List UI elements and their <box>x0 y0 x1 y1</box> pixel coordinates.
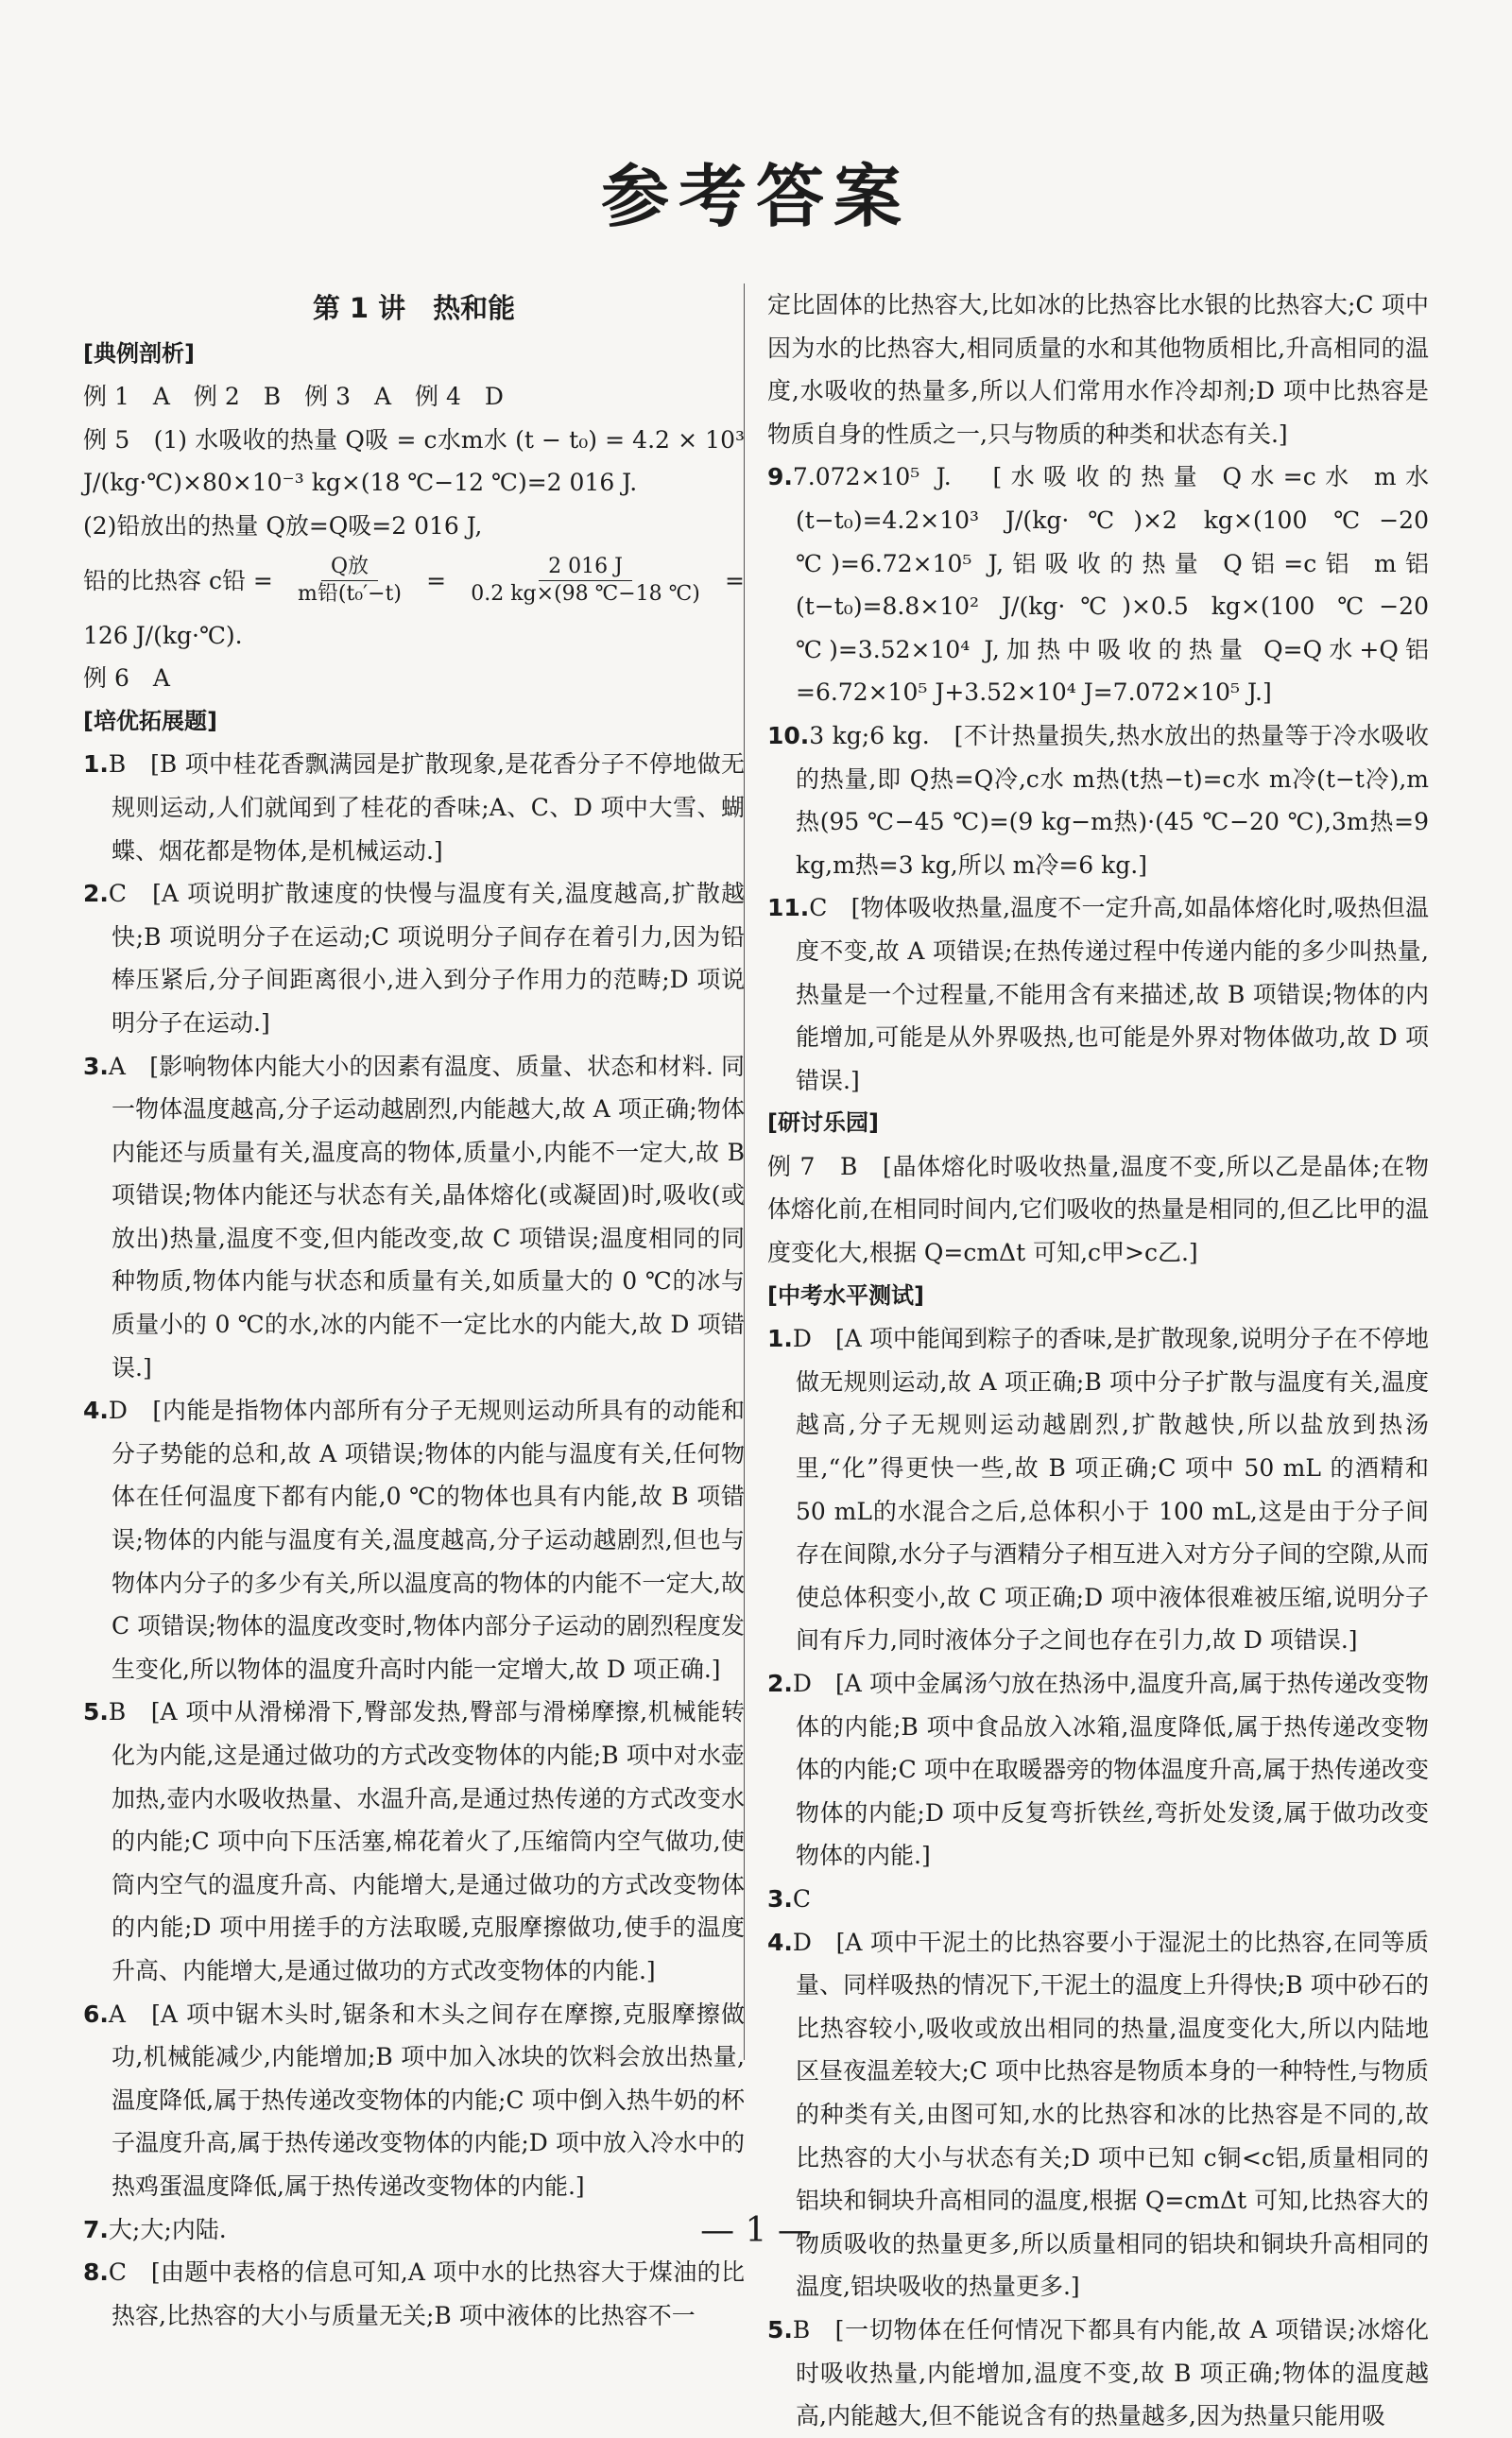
answer-number: 11. <box>767 894 810 922</box>
answer-item <box>767 2309 1429 2438</box>
example5-d: 126 J/(kg·℃). <box>83 621 243 649</box>
answer-number: 5. <box>83 1698 109 1726</box>
page-number: — 1 — <box>700 2211 812 2250</box>
answer-item <box>767 886 1429 1102</box>
answer-text: A [影响物体内能大小的因素有温度、质量、状态和材料. 同一物体温度越高,分子运动越剧烈,内能越大,故 A 项正确;物体内能还与质量有关,温度高的物体,质量小,内能不一定大,故 B 项错误;物体内能还与状态有关,晶体熔化(或凝固)时,吸收(或放出)热量,温度不变,但内能改变,故 C 项错误;温度相同的同种物质,物体内能与状态和质量有关,如质量大的 0 ℃的冰与质量小的 0 ℃的水,冰的内能不一定比水的内能大,故 D 项错误.] <box>108 1052 745 1382</box>
answer-item <box>83 1389 745 1691</box>
fraction-1-denominator: m铅(t₀′−t) <box>298 582 402 607</box>
answer-number: 2. <box>83 880 109 908</box>
answer-number: 2. <box>767 1670 793 1697</box>
fraction-2-numerator: 2 016 J <box>539 554 632 581</box>
answer-text: B [一切物体在任何情况下都具有内能,故 A 项错误;冰熔化时吸收热量,内能增加,温度不变,故 B 项正确;物体的温度越高,内能越大,但不能说含有的热量越多,因为热量只能用吸 <box>792 2315 1429 2430</box>
answer-text: C [A 项说明扩散速度的快慢与温度有关,温度越高,扩散越快;B 项说明分子在运动;C 项说明分子间存在着引力,因为铅棒压紧后,分子间距离很小,进入到分子作用力的范畴;D 项说明分子在运动.] <box>108 880 745 1037</box>
fraction-2 <box>461 554 710 608</box>
answer-item <box>83 743 745 872</box>
answer-number: 3. <box>83 1052 109 1080</box>
right-column <box>767 283 1429 2438</box>
example5-formula-pre: 铅的比热容 c铅 = <box>83 566 273 594</box>
answer-number: 10. <box>767 721 810 749</box>
example6: 例 6 A <box>83 664 170 693</box>
section-research: [研讨乐园] <box>767 1109 879 1137</box>
answer-item <box>767 1317 1429 1662</box>
answer-text: 7.072×10⁵ J. [水吸收的热量 Q水=c水 m水(t−t₀)=4.2×10³ J/(kg·℃)×2 kg×(100 ℃−20 ℃)=6.72×10⁵ J,铝吸收的热量 Q铝=c铝 m铝(t−t₀)=8.8×10² J/(kg·℃)×0.5 kg×(100 ℃−20 ℃)=3.52×10⁴ J,加热中吸收的热量 Q=Q水+Q铝=6.72×10⁵ J+3.52×10⁴ J=7.072×10⁵ J.] <box>792 463 1429 707</box>
answer-text: C <box>792 1884 812 1913</box>
example5-b: (2)铅放出的热量 Q放=Q吸=2 016 J, <box>83 511 483 540</box>
equals-sign-2: = <box>725 566 745 594</box>
answer-item <box>767 1662 1429 1878</box>
answer-number: 6. <box>83 2000 109 2028</box>
section-typical: [典例剖析] <box>83 339 195 367</box>
section-exam: [中考水平测试] <box>767 1281 924 1309</box>
answer-text: 大;大;内陆. <box>108 2215 227 2243</box>
answer-text: D [A 项中金属汤勺放在热汤中,温度升高,属于热传递改变物体的内能;B 项中食品放入冰箱,温度降低,属于热传递改变物体的内能;C 项中在取暖器旁的物体温度升高,属于热传递改变物体的内能;D 项中反复弯折铁丝,弯折处发烫,属于做功改变物体的内能.] <box>792 1670 1429 1870</box>
answer-text: C [物体吸收热量,温度不一定升高,如晶体熔化时,吸热但温度不变,故 A 项错误;在热传递过程中传递内能的多少叫热量,热量是一个过程量,不能用含有来描述,故 B 项错误;物体的内能增加,可能是从外界吸热,也可能是外界对物体做功,故 D 项错误.] <box>796 894 1429 1094</box>
answer-item <box>83 1691 745 1992</box>
answer-number: 1. <box>767 1325 793 1353</box>
answer-text: C [由题中表格的信息可知,A 项中水的比热容大于煤油的比热容,比热容的大小与质量无关;B 项中液体的比热容不一 <box>108 2258 745 2329</box>
example5-a: 例 5 (1) 水吸收的热量 Q吸 = c水m水 (t − t₀) = 4.2 × 10³ J/(kg·℃)×80×10⁻³ kg×(18 ℃−12 ℃)=2 016 J. <box>83 425 745 497</box>
answer-number: 8. <box>83 2258 109 2287</box>
answer-item <box>83 1045 745 1390</box>
equals-sign: = <box>426 566 447 594</box>
chapter-title: 第 1 讲 热和能 <box>312 292 516 324</box>
answer-number: 9. <box>767 463 793 491</box>
answer-text: D [内能是指物体内部所有分子无规则运动所具有的动能和分子势能的总和,故 A 项错误;物体的内能与温度有关,任何物体在任何温度下都有内能,0 ℃的物体也具有内能,故 B 项错误;物体的内能与温度有关,温度越高,分子运动越剧烈,但也与物体内分子的多少有关,所以温度高的物体的内能不一定大,故 C 项错误;物体的温度改变时,物体内部分子运动的剧烈程度发生变化,所以物体的温度升高时内能一定增大,故 D 项正确.] <box>108 1397 745 1683</box>
example5-formula <box>83 548 745 614</box>
answer-text: D [A 项中干泥土的比热容要小于湿泥土的比热容,在同等质量、同样吸热的情况下,干泥土的温度上升得快;B 项中砂石的比热容较小,吸收或放出相同的热量,温度变化大,所以内陆地区昼夜温差较大;C 项中比热容是物质本身的一种特性,与物质的种类有关,由图可知,水的比热容和冰的比热容是不同的,故比热容的大小与状态有关;D 项中已知 c铜<c铝,质量相同的铝块和铜块升高相同的温度,根据 Q=cmΔt 可知,比热容大的物质吸收的热量更多,所以质量相同的铝块和铜块升高相同的温度,铝块吸收的热量更多.] <box>792 1928 1429 2301</box>
answer-number: 1. <box>83 750 109 779</box>
answer-text: A [A 项中锯木头时,锯条和木头之间存在摩擦,克服摩擦做功,机械能减少,内能增加;B 项中加入冰块的饮料会放出热量,温度降低,属于热传递改变物体的内能;C 项中倒入热牛奶的杯子温度升高,属于热传递改变物体的内能;D 项中放入冷水中的热鸡蛋温度降低,属于热传递改变物体的内能.] <box>108 2000 745 2200</box>
fraction-2-denominator: 0.2 kg×(98 ℃−18 ℃) <box>471 582 700 607</box>
answer-number: 4. <box>767 1928 793 1956</box>
answer-item <box>83 1993 745 2208</box>
answer-number: 4. <box>83 1397 109 1425</box>
example7: 例 7 B [晶体熔化时吸收热量,温度不变,所以乙是晶体;在物体熔化前,在相同时间内,它们吸收的热量是相同的,但乙比甲的温度变化大,根据 Q=cmΔt 可知,c甲>c乙.] <box>767 1152 1429 1267</box>
answer-item <box>83 2251 745 2337</box>
typical-line1: 例 1 A 例 2 B 例 3 A 例 4 D <box>83 383 504 411</box>
answer-item <box>767 1921 1429 2309</box>
answer-text: B [A 项中从滑梯滑下,臀部发热,臀部与滑梯摩擦,机械能转化为内能,这是通过做功的方式改变物体的内能;B 项中对水壶加热,壶内水吸收热量、水温升高,是通过热传递的方式改变水的内能;C 项中向下压活塞,棉花着火了,压缩筒内空气做功,使筒内空气的温度升高、内能增大,是通过做功的方式改变物体的内能;D 项中用搓手的方法取暖,克服摩擦做功,使手的温度升高、内能增大,是通过做功的方式改变物体的内能.] <box>108 1698 745 1984</box>
fraction-1-numerator: Q放 <box>321 554 378 581</box>
answer-item <box>767 1878 1429 1921</box>
continuation-text: 定比固体的比热容大,比如冰的比热容比水银的比热容大;C 项中因为水的比热容大,相同质量的水和其他物质相比,升高相同的温度,水吸收的热量多,所以人们常用水作冷却剂;D 项中比热容是物质自身的性质之一,只与物质的种类和状态有关.] <box>767 291 1429 448</box>
answer-number: 3. <box>767 1884 793 1913</box>
fraction-1 <box>288 554 411 608</box>
answer-item <box>83 872 745 1044</box>
answer-item <box>767 455 1429 714</box>
answer-number: 5. <box>767 2315 793 2344</box>
left-column <box>83 283 745 2337</box>
answer-number: 7. <box>83 2215 109 2243</box>
answer-text: B [B 项中桂花香飘满园是扩散现象,是花香分子不停地做无规则运动,人们就闻到了桂花的香味;A、C、D 项中大雪、蝴蝶、烟花都是物体,是机械运动.] <box>108 750 745 865</box>
answer-text: D [A 项中能闻到粽子的香味,是扩散现象,说明分子在不停地做无规则运动,故 A 项正确;B 项中分子扩散与温度有关,温度越高,分子无规则运动越剧烈,扩散越快,所以盐放到热汤里,“化”得更快一些,故 B 项正确;C 项中 50 mL 的酒精和 50 mL的水混合之后,总体积小于 100 mL,这是由于分子间存在间隙,水分子与酒精分子相互进入对方分子间的空隙,从而使总体积变小,故 C 项正确;D 项中液体很难被压缩,说明分子间有斥力,同时液体分子之间也存在引力,故 D 项错误.] <box>792 1325 1429 1655</box>
section-extension: [培优拓展题] <box>83 707 217 734</box>
answer-item <box>767 714 1429 886</box>
page-title: 参考答案 <box>600 157 911 236</box>
answer-text: 3 kg;6 kg. [不计热量损失,热水放出的热量等于冷水吸收的热量,即 Q热=Q冷,c水 m热(t热−t)=c水 m冷(t−t冷),m热(95 ℃−45 ℃)=(9 kg−m热)·(45 ℃−20 ℃),3m热=9 kg,m热=3 kg,所以 m冷=6 kg.] <box>796 721 1429 879</box>
